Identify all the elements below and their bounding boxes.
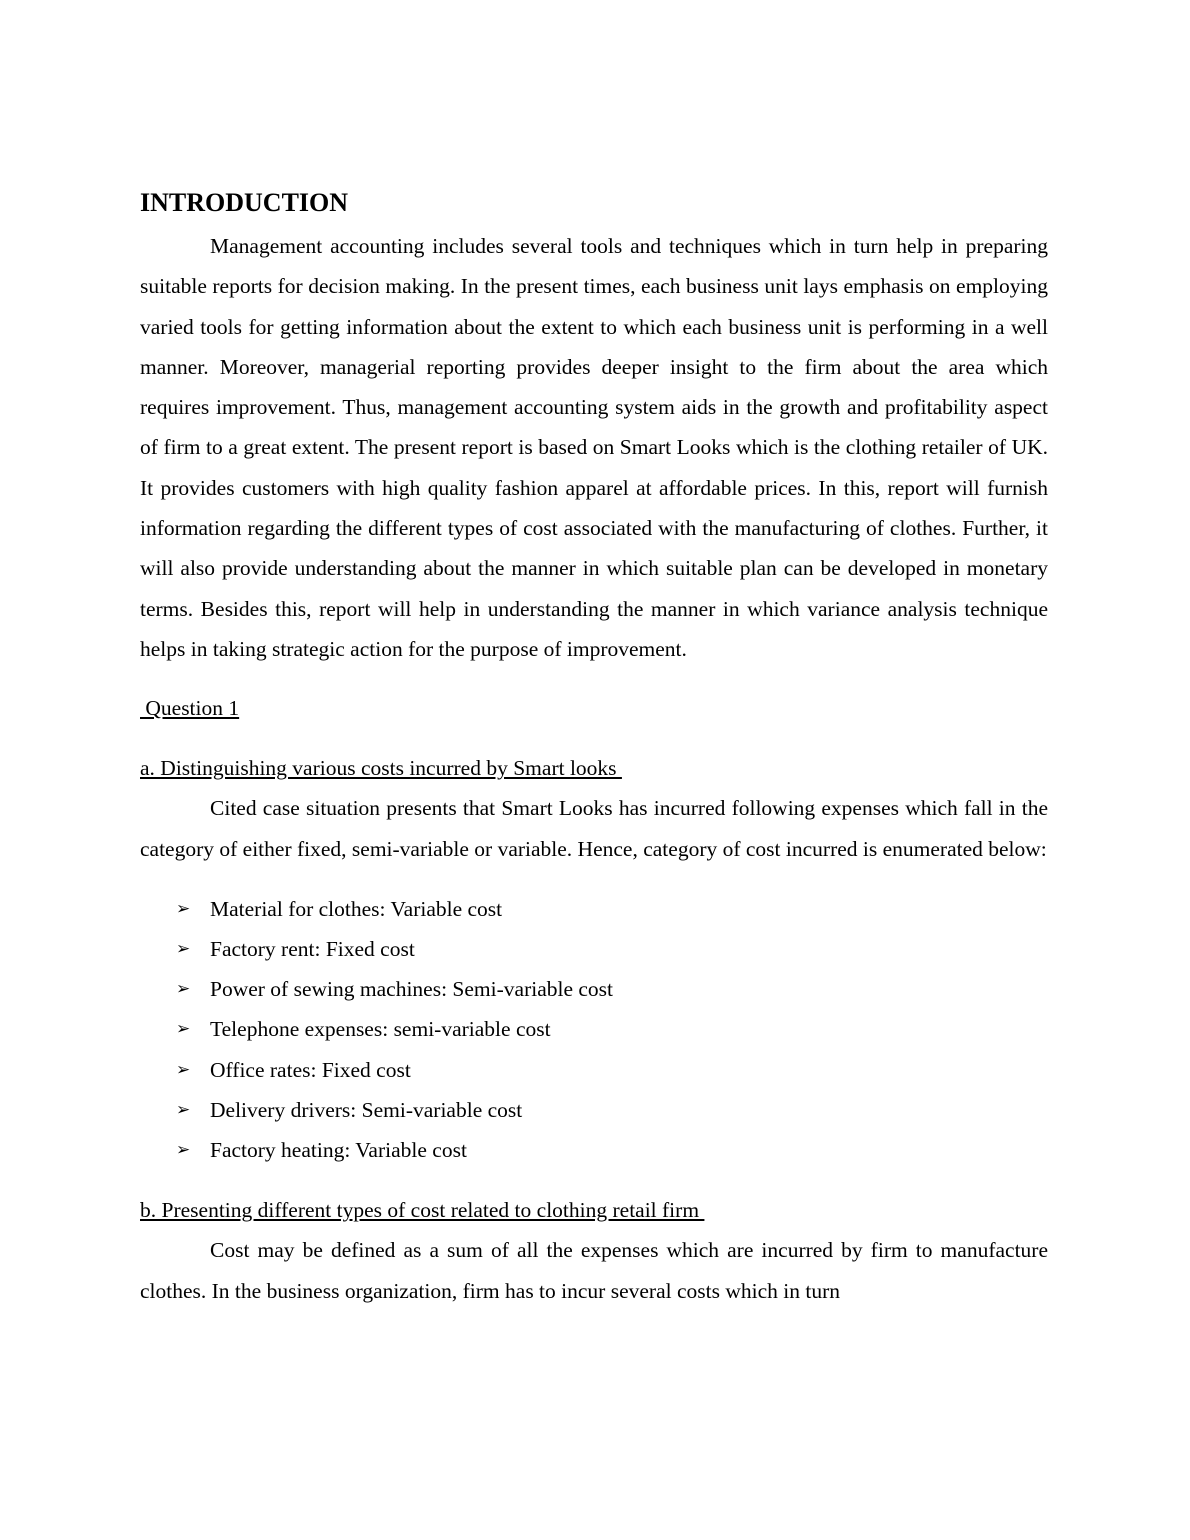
section-a-heading: a. Distinguishing various costs incurred by Smart looks [140, 756, 622, 781]
arrowhead-bullet-icon: ➢ [176, 1059, 191, 1080]
question-1-title: Question 1 [140, 696, 240, 721]
list-item-text: Factory heating: Variable cost [210, 1138, 467, 1163]
list-item [140, 1050, 1048, 1090]
list-item [140, 969, 1048, 1009]
list-item [140, 889, 1048, 929]
list-item [140, 1009, 1048, 1049]
list-item-text: Telephone expenses: semi-variable cost [210, 1017, 551, 1042]
list-item-text: Power of sewing machines: Semi-variable cost [210, 977, 614, 1002]
arrowhead-bullet-icon: ➢ [176, 1099, 191, 1120]
list-item-text: Material for clothes: Variable cost [210, 896, 503, 921]
list-item-text: Office rates: Fixed cost [210, 1057, 411, 1082]
list-item [140, 1090, 1048, 1130]
arrowhead-bullet-icon: ➢ [176, 1019, 191, 1040]
arrowhead-bullet-icon: ➢ [176, 898, 191, 919]
arrowhead-bullet-icon: ➢ [176, 939, 191, 960]
list-item-text: Delivery drivers: Semi-variable cost [210, 1097, 523, 1122]
section-b-paragraph: Cost may be defined as a sum of all the expenses which are incurred by firm to manufacture clothes. In the business organization, firm has to incur several costs which in turn [140, 1238, 1048, 1303]
arrowhead-bullet-icon: ➢ [176, 1140, 191, 1161]
section-b-heading: b. Presenting different types of cost related to clothing retail firm [140, 1198, 705, 1223]
section-a-paragraph: Cited case situation presents that Smart Looks has incurred following expenses which fall in the category of either fixed, semi-variable or variable. Hence, category of cost incurred is enumerated below: [140, 796, 1048, 861]
intro-heading: INTRODUCTION [140, 188, 349, 217]
list-item-text: Factory rent: Fixed cost [210, 937, 415, 962]
cost-category-list [140, 889, 1048, 1170]
list-item [140, 929, 1048, 969]
document-page [140, 186, 1048, 1311]
arrowhead-bullet-icon: ➢ [176, 979, 191, 1000]
list-item [140, 1130, 1048, 1170]
intro-paragraph: Management accounting includes several tools and techniques which in turn help in preparing suitable reports for decision making. In the present times, each business unit lays emphasis on employing varied tools for getting information about the extent to which each business unit is performing in a well manner. Moreover, managerial reporting provides deeper insight to the firm about the area which requires improvement. Thus, management accounting system aids in the growth and profitability aspect of firm to a great extent. The present report is based on Smart Looks which is the clothing retailer of UK. It provides customers with high quality fashion apparel at affordable prices. In this, report will furnish information regarding the different types of cost associated with the manufacturing of clothes. Further, it will also provide understanding about the manner in which suitable plan can be developed in monetary terms. Besides this, report will help in understanding the manner in which variance analysis technique helps in taking strategic action for the purpose of improvement. [140, 234, 1048, 661]
